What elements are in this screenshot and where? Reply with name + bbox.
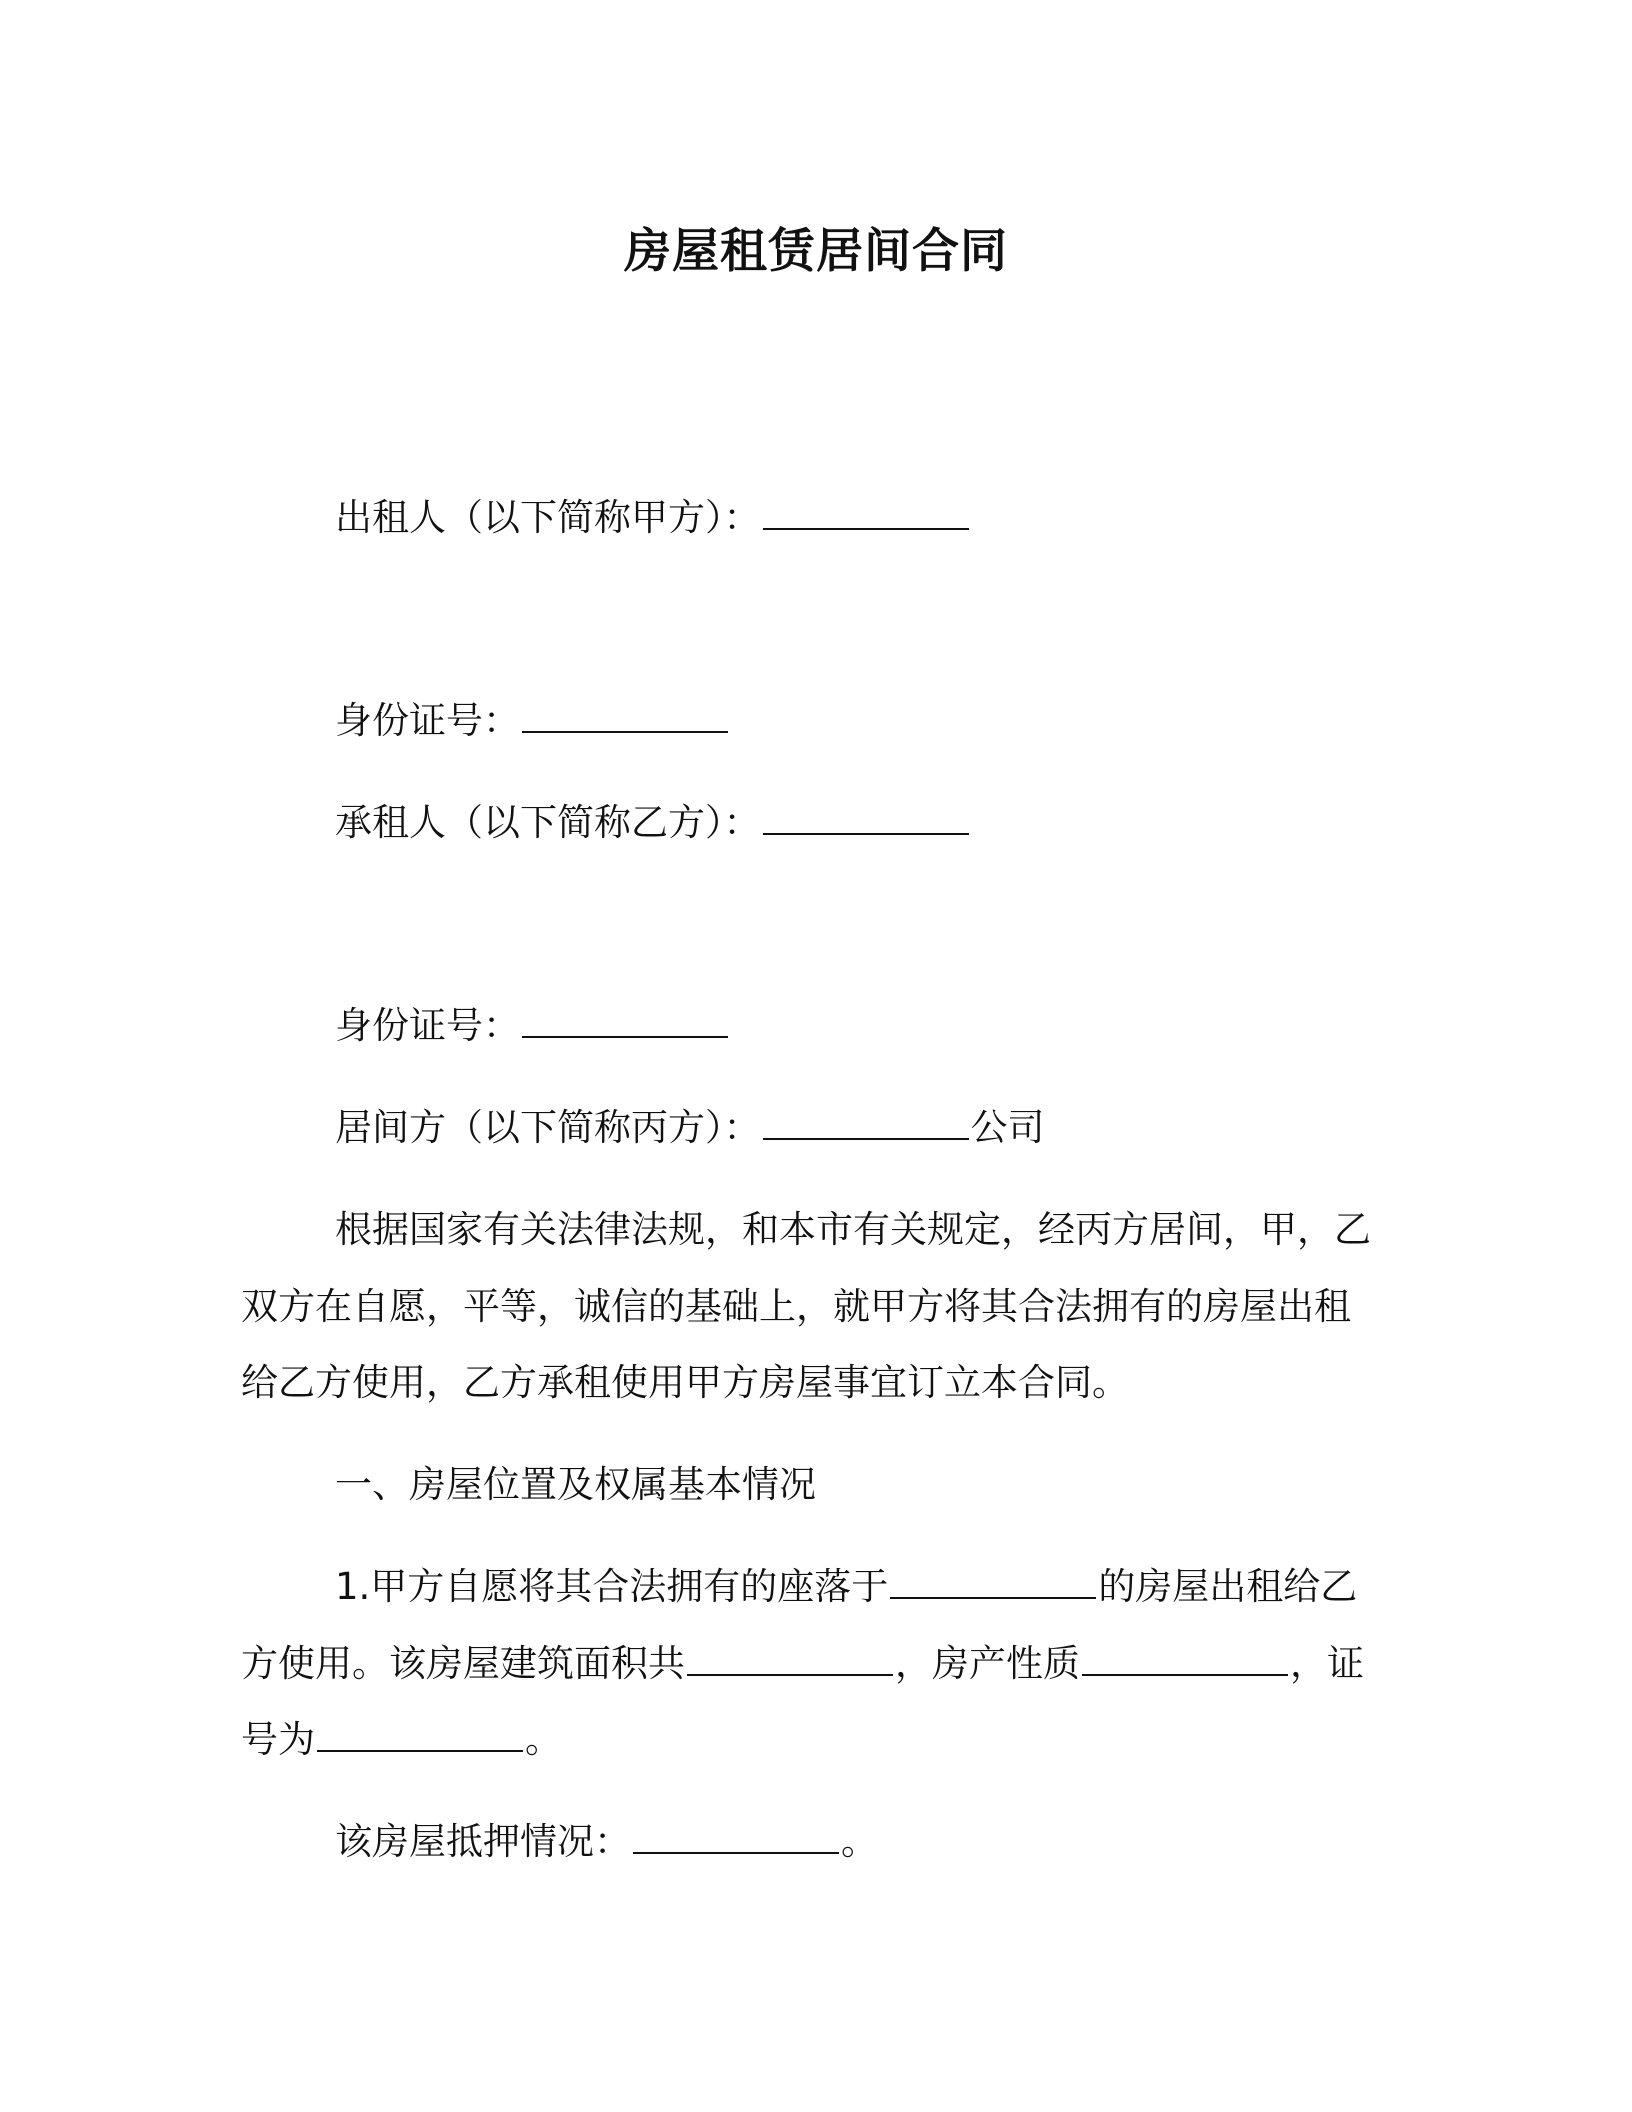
- clause-1-text-a: 1.甲方自愿将其合法拥有的座落于: [335, 1565, 889, 1608]
- property-nature-blank[interactable]: [1082, 1644, 1288, 1676]
- mortgage-blank[interactable]: [633, 1822, 839, 1854]
- lessor-line: [335, 494, 971, 542]
- mortgage-label: 该房屋抵押情况：: [335, 1820, 631, 1863]
- clause-1-text-g: 。: [525, 1718, 562, 1761]
- document-title: 房屋租赁居间合同: [624, 224, 1008, 279]
- lessee-id-line: [335, 1002, 730, 1050]
- lessee-blank[interactable]: [763, 803, 969, 835]
- section-1-heading: 一、房屋位置及权属基本情况: [335, 1463, 816, 1506]
- broker-suffix: 公司: [970, 1106, 1045, 1149]
- broker-blank[interactable]: [763, 1108, 969, 1140]
- clause-1-line-1: [335, 1563, 1357, 1611]
- lessee-id-blank[interactable]: [522, 1006, 728, 1038]
- area-blank[interactable]: [687, 1644, 893, 1676]
- certificate-number-blank[interactable]: [317, 1720, 523, 1752]
- clause-1-text-e: ，证: [1290, 1642, 1364, 1685]
- clause-1-text-d: ，房产性质: [895, 1642, 1080, 1685]
- lessor-id-blank[interactable]: [522, 701, 728, 733]
- lessor-id-line: [335, 697, 730, 745]
- preamble-line-2: 双方在自愿，平等，诚信的基础上，就甲方将其合法拥有的房屋出租: [241, 1285, 1351, 1328]
- lessee-id-label: 身份证号：: [335, 1004, 520, 1047]
- location-blank[interactable]: [890, 1567, 1096, 1599]
- clause-1-text-b: 的房屋出租给乙: [1098, 1565, 1358, 1608]
- lessor-blank[interactable]: [763, 498, 969, 530]
- broker-line: [335, 1104, 1045, 1152]
- preamble-line-3: 给乙方使用，乙方承租使用甲方房屋事宜订立本合同。: [241, 1361, 1129, 1404]
- clause-1-text-c: 方使用。该房屋建筑面积共: [241, 1642, 685, 1685]
- clause-1-line-3: [241, 1716, 562, 1764]
- broker-label: 居间方（以下简称丙方）：: [335, 1106, 761, 1149]
- lessee-line: [335, 799, 971, 847]
- mortgage-line: [335, 1818, 878, 1866]
- mortgage-end: 。: [841, 1820, 878, 1863]
- clause-1-text-f: 号为: [241, 1718, 315, 1761]
- lessor-label: 出租人（以下简称甲方）：: [335, 496, 761, 539]
- lessee-label: 承租人（以下简称乙方）：: [335, 801, 761, 844]
- clause-1-line-2: [241, 1640, 1364, 1688]
- preamble-line-1: 根据国家有关法律法规，和本市有关规定，经丙方居间，甲，乙: [335, 1208, 1371, 1251]
- lessor-id-label: 身份证号：: [335, 699, 520, 742]
